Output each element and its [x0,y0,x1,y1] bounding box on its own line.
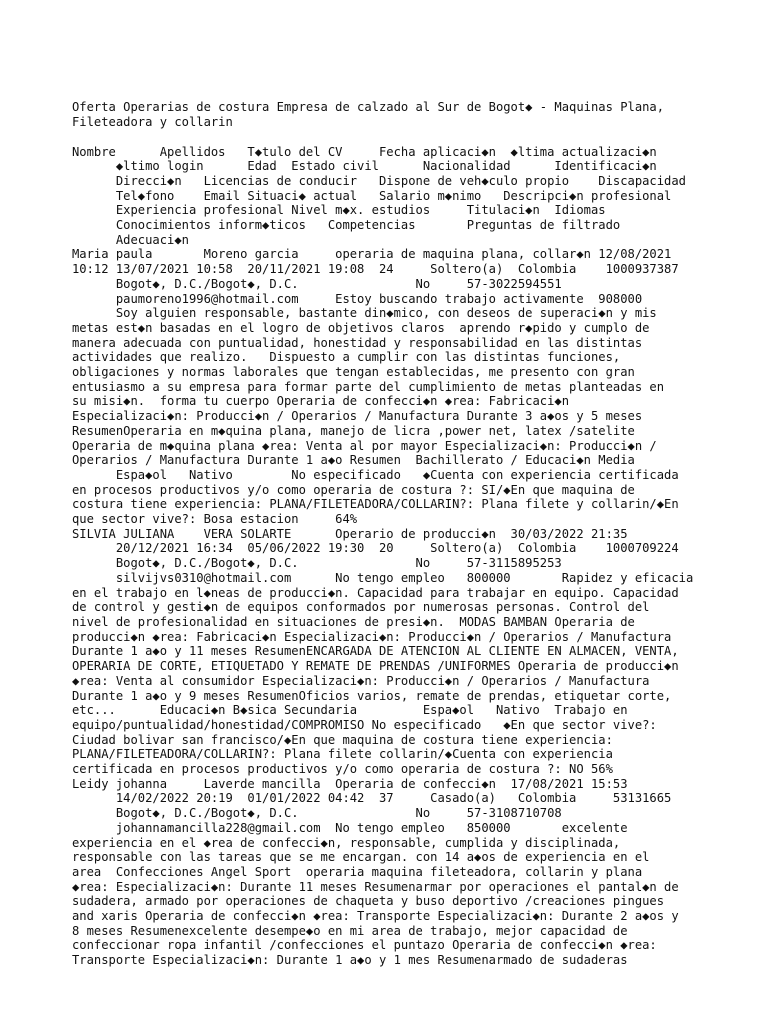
document-body-line: paumoreno1996@hotmail.com Estoy buscando trabajo activamente 908000 [72,291,643,306]
document-body-line: Especializaci◆n: Producci◆n / Operarios / Manufactura Durante 3 a◆os y 5 meses [72,409,643,424]
document-body-line: metas est◆n basadas en el logro de objetivos claros aprendo r◆pido y cumplo de [72,320,650,335]
document-body-line: sudadera, armado por operaciones de chaqueta y buso deportivo /creaciones pingues [72,894,665,909]
document-body-line: entusiasmo a su empresa para formar parte del cumplimiento de metas planteadas en [72,379,665,394]
document-body-line: Adecuaci◆n [72,232,189,247]
document-body-line: manera adecuada con puntualidad, honestidad y responsabilidad en las distintas [72,335,643,350]
document-body-line: ◆rea: Especializaci◆n: Durante 11 meses Resumenarmar por operaciones el pantal◆n de [72,879,679,894]
document-body-line: area Confecciones Angel Sport operaria maquina fileteadora, collarin y plana [72,864,643,879]
document-body-line: Durante 1 a◆o y 9 meses ResumenOficios varios, remate de prendas, etiquetar corte, [72,688,672,703]
document-body-line: Bogot◆, D.C./Bogot◆, D.C. No 57-3022594551 [72,276,562,291]
document-body-line: Ciudad bolivar san francisco/◆En que maquina de costura tiene experiencia: [72,732,613,747]
document-body-line: Espa◆ol Nativo No especificado ◆Cuenta con experiencia certificada [72,467,679,482]
document-body-line: costura tiene experiencia: PLANA/FILETEADORA/COLLARIN?: Plana filete y collarin/◆En [72,497,679,512]
document-body-line: etc... Educaci◆n B◆sica Secundaria Espa◆ol Nativo Trabajo en [72,703,628,718]
document-body-line: ◆ltimo login Edad Estado civil Nacionalidad Identificaci◆n [72,159,657,174]
document-body-line: Direcci◆n Licencias de conducir Dispone de veh◆culo propio Discapacidad [72,173,686,188]
document-body-line: SILVIA JULIANA VERA SOLARTE Operario de producci◆n 30/03/2022 21:35 [72,526,628,541]
document-body-line: Durante 1 a◆o y 11 meses ResumenENCARGADA DE ATENCION AL CLIENTE EN ALMACEN, VENTA, [72,644,679,659]
document-body-line: responsable con las tareas que se me encargan. con 14 a◆os de experiencia en el [72,850,650,865]
document-body-line: Bogot◆, D.C./Bogot◆, D.C. No 57-3108710708 [72,806,562,821]
document-body-line: and xaris Operaria de confecci◆n ◆rea: Transporte Especializaci◆n: Durante 2 a◆os y [72,909,679,924]
document-body-line: Nombre Apellidos T◆tulo del CV Fecha aplicaci◆n ◆ltima actualizaci◆n [72,144,657,159]
document-text [72,71,702,997]
document-body-line: Maria paula Moreno garcia operaria de maquina plana, collar◆n 12/08/2021 [72,247,672,262]
document-body-line: PLANA/FILETEADORA/COLLARIN?: Plana filete collarin/◆Cuenta con experiencia [72,747,613,762]
document-body-line: producci◆n ◆rea: Fabricaci◆n Especializaci◆n: Producci◆n / Operarios / Manufactura [72,629,672,644]
document-body-line: silvijvs0310@hotmail.com No tengo empleo 800000 Rapidez y eficacia [72,570,694,585]
document-body-line: 10:12 13/07/2021 10:58 20/11/2021 19:08 24 Soltero(a) Colombia 1000937387 [72,262,679,277]
document-body-line: Bogot◆, D.C./Bogot◆, D.C. No 57-3115895253 [72,556,562,571]
document-body-line: Experiencia profesional Nivel m◆x. estudios Titulaci◆n Idiomas [72,203,606,218]
document-body-line: Soy alguien responsable, bastante din◆mico, con deseos de superaci◆n y mis [72,306,657,321]
document-body-line: que sector vive?: Bosa estacion 64% [72,512,358,527]
document-body-line: Operarios / Manufactura Durante 1 a◆o Resumen Bachillerato / Educaci◆n Media [72,453,635,468]
document-body-line: OPERARIA DE CORTE, ETIQUETADO Y REMATE DE PRENDAS /UNIFORMES Operaria de producci◆n [72,659,679,674]
document-body-line: equipo/puntualidad/honestidad/COMPROMISO No especificado ◆En que sector vive?: [72,717,657,732]
document-body-line: ResumenOperaria en m◆quina plana, manejo de licra ,power net, latex /satelite [72,423,635,438]
document-body-line: experiencia en el ◆rea de confecci◆n, responsable, cumplida y disciplinada, [72,835,621,850]
document-body-line: Conocimientos inform◆ticos Competencias Preguntas de filtrado [72,218,621,233]
document-body-line: ◆rea: Venta al consumidor Especializaci◆n: Producci◆n / Operarios / Manufactura [72,673,650,688]
document-body-line: actividades que realizo. Dispuesto a cumplir con las distintas funciones, [72,350,621,365]
document-body-line: Transporte Especializaci◆n: Durante 1 a◆o y 1 mes Resumenarmado de sudaderas [72,953,628,968]
document-body-line: certificada en procesos productivos y/o como operaria de costura ?: NO 56% [72,762,613,777]
document-body-line: Tel◆fono Email Situaci◆ actual Salario m◆nimo Descripci◆n profesional [72,188,672,203]
document-body-line: su misi◆n. forma tu cuerpo Operaria de confecci◆n ◆rea: Fabricaci◆n [72,394,570,409]
blank-line [72,130,702,145]
document-body-line: obligaciones y normas laborales que tengan establecidas, me presento con gran [72,365,635,380]
document-body-line: 8 meses Resumenexcelente desempe◆o en mi area de trabajo, mejor capacidad de [72,923,628,938]
document-body-line: johannamancilla228@gmail.com No tengo empleo 850000 excelente [72,820,628,835]
document-body [72,145,702,968]
document-body-line: Operaria de m◆quina plana ◆rea: Venta al por mayor Especializaci◆n: Producci◆n / [72,438,657,453]
document-title-line: Fileteadora y collarin [72,115,233,130]
document-body-line: en procesos productivos y/o como operaria de costura ?: SI/◆En que maquina de [72,482,635,497]
document-body-line: Leidy johanna Laverde mancilla Operaria de confecci◆n 17/08/2021 15:53 [72,776,628,791]
document-body-line: 20/12/2021 16:34 05/06/2022 19:30 20 Soltero(a) Colombia 1000709224 [72,541,679,556]
document-body-line: de control y gesti◆n de equipos conformados por numerosas personas. Control del [72,600,650,615]
document-body-line: en el trabajo en l◆neas de producci◆n. Capacidad para trabajar en equipo. Capacidad [72,585,679,600]
document-body-line: 14/02/2022 20:19 01/01/2022 04:42 37 Casado(a) Colombia 53131665 [72,791,672,806]
document-title-line: Oferta Operarias de costura Empresa de calzado al Sur de Bogot◆ - Maquinas Plana, [72,100,665,115]
document-body-line: nivel de profesionalidad en situaciones de presi◆n. MODAS BAMBAN Operaria de [72,615,635,629]
document-body-line: confeccionar ropa infantil /confecciones el puntazo Operaria de confecci◆n ◆rea: [72,938,657,953]
